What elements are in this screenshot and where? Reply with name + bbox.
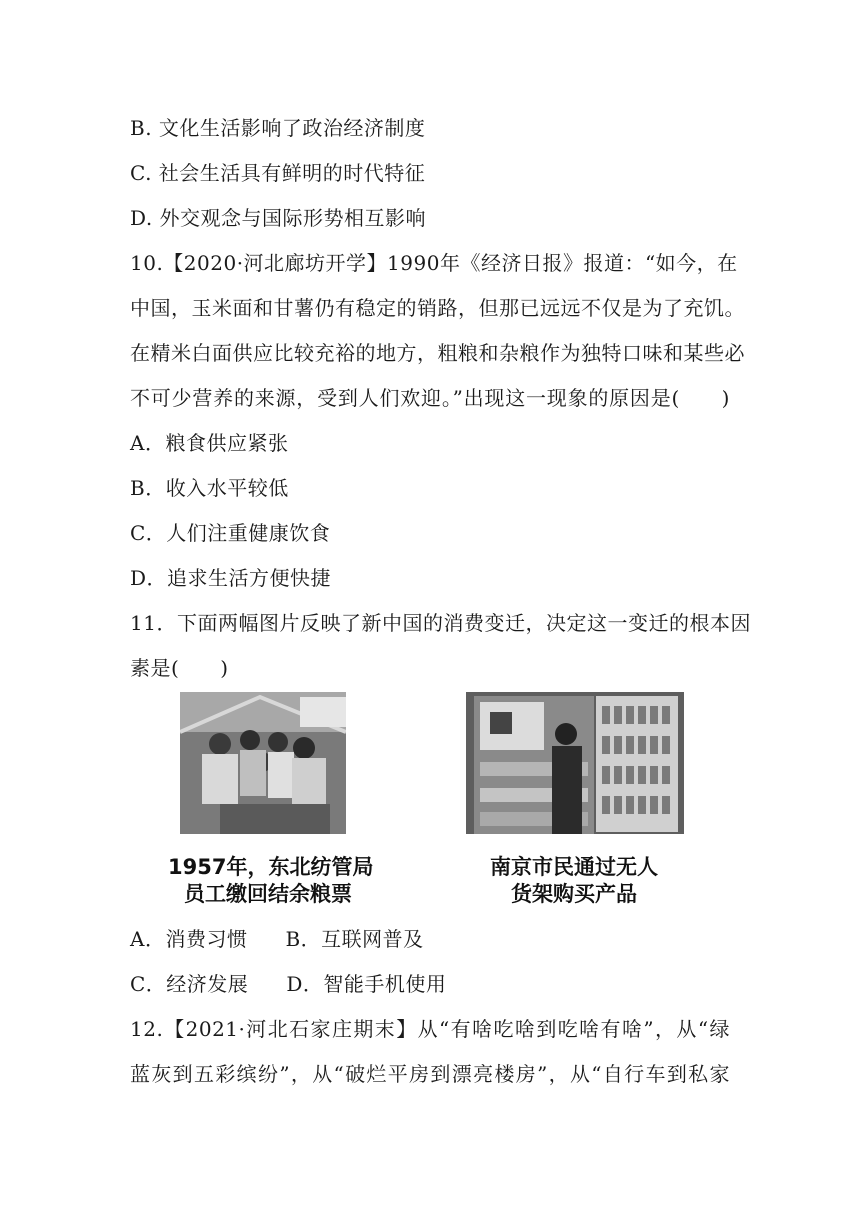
q11-stem-line-1: 11．下面两幅图片反映了新中国的消费变迁，决定这一变迁的根本因: [130, 611, 751, 635]
photo-ration-coupons-illustration: [180, 692, 346, 834]
q10-option-b: B．收入水平较低: [130, 476, 289, 500]
q10-option-a: A．粮食供应紧张: [130, 431, 289, 455]
photo-ration-coupons: [180, 692, 346, 834]
q12-stem-line-2: 蓝灰到五彩缤纷”，从“破烂平房到漂亮楼房”，从“自行车到私家: [130, 1062, 730, 1086]
q11-option-d: D．智能手机使用: [286, 972, 447, 996]
q11-options-row-2: [130, 970, 446, 998]
q10-option-d: D．追求生活方便快捷: [130, 566, 332, 590]
left-figure-caption-2: 员工缴回结余粮票: [184, 882, 352, 906]
right-figure-caption-2: 货架购买产品: [511, 882, 637, 906]
q9-option-b: B. 文化生活影响了政治经济制度: [130, 116, 426, 140]
q10-option-c: C．人们注重健康饮食: [130, 521, 331, 545]
q11-option-a: A．消费习惯: [130, 927, 248, 951]
q11-option-b: B．互联网普及: [285, 927, 424, 951]
q10-stem-line-2: 中国，玉米面和甘薯仍有稳定的销路，但那已远远不仅是为了充饥。: [130, 296, 745, 320]
q10-stem-line-4: 不可少营养的来源，受到人们欢迎。”出现这一现象的原因是( ): [130, 386, 730, 410]
photo-unmanned-shelf-illustration: [466, 692, 684, 834]
q10-stem-line-1: 10.【2020·河北廊坊开学】1990年《经济日报》报道：“如今，在: [130, 251, 738, 275]
q11-stem-line-2: 素是( ): [130, 656, 229, 680]
q11-option-c: C．经济发展: [130, 972, 249, 996]
q10-stem-line-3: 在精米白面供应比较充裕的地方，粗粮和杂粮作为独特口味和某些必: [130, 341, 745, 365]
left-figure-caption-1: 1957年，东北纺管局: [168, 855, 374, 879]
q9-option-d: D. 外交观念与国际形势相互影响: [130, 206, 427, 230]
q11-options-row-1: [130, 925, 424, 953]
q12-stem-line-1: 12.【2021·河北石家庄期末】从“有啥吃啥到吃啥有啥”，从“绿: [130, 1017, 730, 1041]
right-figure-caption-1: 南京市民通过无人: [490, 855, 658, 879]
photo-unmanned-shelf: [466, 692, 684, 834]
q9-option-c: C. 社会生活具有鲜明的时代特征: [130, 161, 426, 185]
